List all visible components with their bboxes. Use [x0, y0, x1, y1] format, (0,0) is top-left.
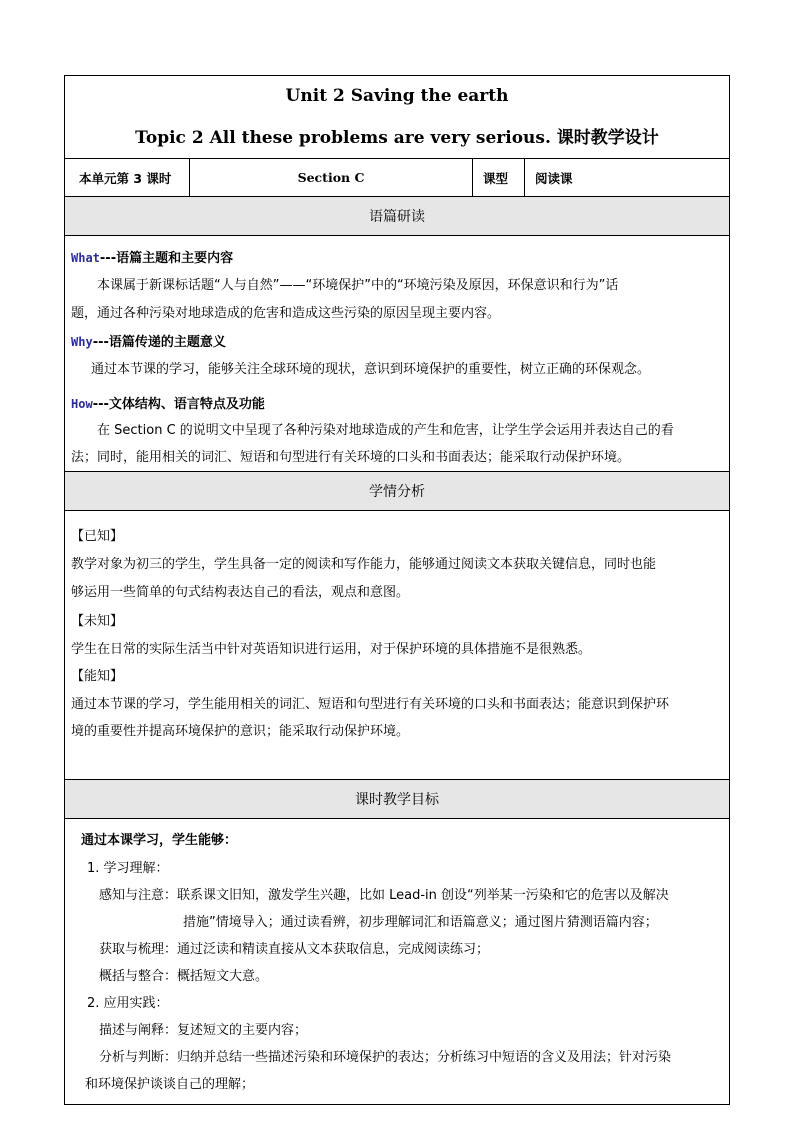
what-label: What — [71, 251, 100, 265]
objective-1b: 获取与梳理：通过泛读和精读直接从文本获取信息，完成阅读练习； — [99, 942, 490, 957]
info-row — [65, 159, 729, 197]
objective-1a-cont: 措施”情境导入；通过读看辨，初步理解词汇和语篇意义；通过图片猜测语篇内容； — [183, 915, 658, 930]
reading-section — [65, 236, 729, 472]
what-heading — [71, 244, 233, 273]
objective-2a: 描述与阐释：复述短文的主要内容； — [99, 1023, 308, 1038]
how-title: ---文体结构、语言特点及功能 — [92, 397, 265, 412]
known-text-1: 教学对象为初三的学生，学生具备一定的阅读和写作能力，能够通过阅读文本获取关键信息，同时也能 — [71, 557, 657, 572]
unknown-text-1: 学生在日常的实际生活当中针对英语知识进行运用，对于保护环境的具体措施不是很熟悉。 — [71, 642, 592, 657]
objective-1a: 感知与注意：联系课文旧知，激发学生兴趣，比如 Lead-in 创设“列举某一污染和它的危害以及解决 — [99, 888, 669, 903]
type-label-cell: 课型 — [473, 159, 525, 196]
how-label: How — [71, 397, 93, 411]
why-text-1: 通过本节课的学习，能够关注全球环境的现状，意识到环境保护的重要性，树立正确的环保观念。 — [91, 362, 651, 377]
what-text-2: 题，通过各种污染对地球造成的危害和造成这些污染的原因呈现主要内容。 — [71, 306, 501, 321]
lesson-number-cell: 本单元第 3 课时 — [65, 159, 190, 196]
how-heading — [71, 390, 265, 419]
analysis-section — [65, 511, 729, 780]
what-title: ---语篇主题和主要内容 — [99, 251, 234, 266]
lesson-plan-table — [64, 75, 730, 1105]
unit-title: Unit 2 Saving the earth — [285, 86, 509, 106]
able-text-2: 境的重要性并提高环境保护的意识；能采取行动保护环境。 — [71, 724, 410, 739]
reading-heading: 语篇研读 — [65, 197, 729, 236]
analysis-heading: 学情分析 — [65, 472, 729, 511]
objective-2b: 分析与判断：归纳并总结一些描述污染和环境保护的表达；分析练习中短语的含义及用法；针对污染 — [99, 1050, 672, 1065]
objectives-intro: 通过本课学习，学生能够： — [81, 833, 238, 848]
able-text-1: 通过本节课的学习，学生能用相关的词汇、短语和句型进行有关环境的口头和书面表达；能意识到保护环 — [71, 697, 670, 712]
objective-item-1: 1. 学习理解： — [87, 861, 169, 876]
objective-1c: 概括与整合：概括短文大意。 — [99, 969, 269, 984]
title-block — [65, 76, 729, 159]
able-label: 【能知】 — [71, 669, 124, 684]
objectives-heading: 课时教学目标 — [65, 780, 729, 819]
why-label: Why — [71, 335, 93, 349]
why-title: ---语篇传递的主题意义 — [92, 335, 226, 350]
how-text-2: 法；同时，能用相关的词汇、短语和句型进行有关环境的口头和书面表达；能采取行动保护环境。 — [71, 450, 631, 465]
objective-item-2: 2. 应用实践： — [87, 996, 169, 1011]
unknown-label: 【未知】 — [71, 614, 124, 629]
known-label: 【已知】 — [71, 529, 124, 544]
objectives-section — [65, 819, 729, 1104]
how-text-1: 在 Section C 的说明文中呈现了各种污染对地球造成的产生和危害，让学生学会运用并表达自己的看 — [97, 423, 674, 438]
topic-title: Topic 2 All these problems are very serious. 课时教学设计 — [135, 128, 659, 148]
objective-2b-cont: 和环境保护谈谈自己的理解； — [85, 1077, 255, 1092]
known-text-2: 够运用一些简单的句式结构表达自己的看法，观点和意图。 — [71, 585, 410, 600]
why-heading — [71, 328, 226, 357]
what-text-1: 本课属于新课标话题“人与自然”——“环境保护”中的“环境污染及原因，环保意识和行为”话 — [97, 278, 619, 293]
section-cell: Section C — [190, 159, 473, 196]
type-value-cell: 阅读课 — [535, 170, 573, 186]
